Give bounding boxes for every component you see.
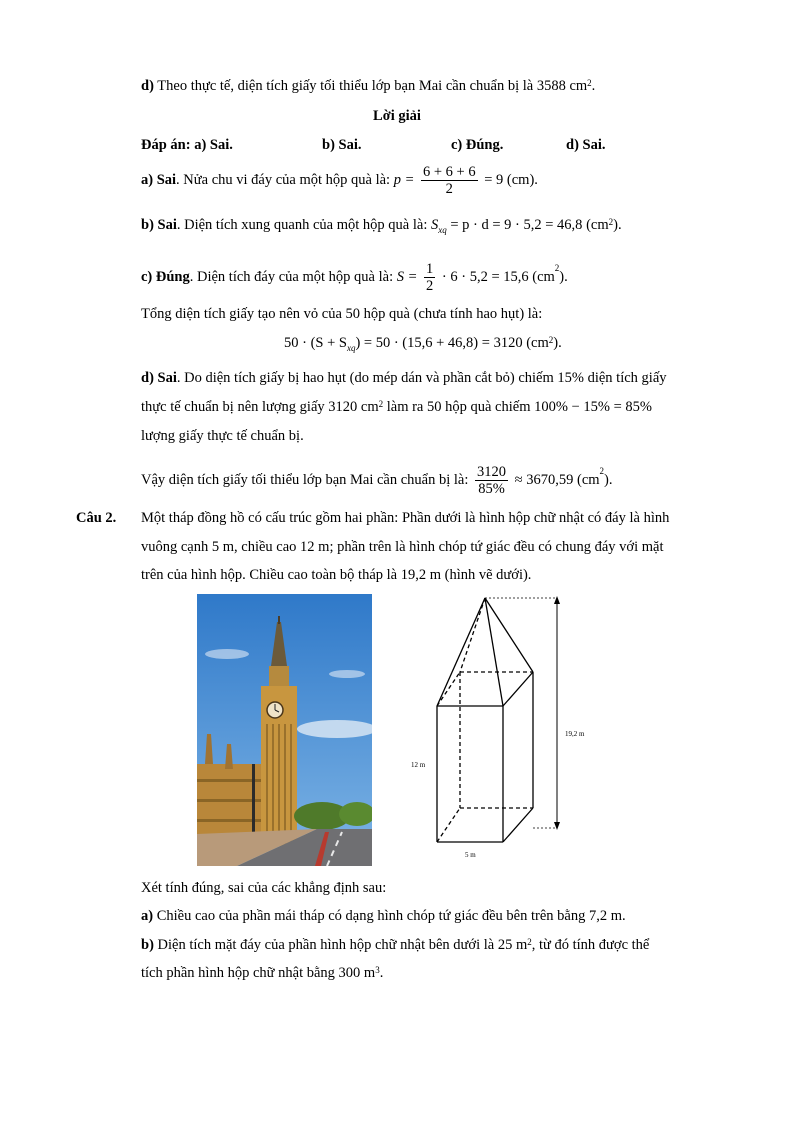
statement-d-end: . — [591, 78, 596, 94]
solution-b-label: b) Sai — [141, 217, 177, 233]
answer-prefix: Đáp án: — [141, 137, 191, 153]
pyramid-edge — [437, 598, 485, 706]
total-line: Tổng diện tích giấy tạo nên vỏ của 50 hộp quà (chưa tính hao hụt) là: — [141, 306, 543, 322]
claim-a-text: Chiều cao của phần mái tháp có dạng hình chóp tứ giác đều bên trên bằng 7,2 m. — [156, 908, 626, 924]
conclusion-end: ). — [604, 471, 613, 488]
answer-b: b) Sai. — [322, 137, 362, 153]
fraction-denominator: 2 — [426, 278, 434, 294]
solution-title: Lời giải — [373, 108, 421, 124]
solution-d-label: d) Sai — [141, 370, 177, 386]
solution-b-unit: (cm — [586, 217, 609, 233]
question-2-label: Câu 2. — [76, 510, 117, 526]
solution-a-label: a) Sai — [141, 171, 177, 188]
box-bottom-edge-hidden — [437, 808, 460, 842]
solution-a-text: . Nửa chu vi đáy của một hộp quà là: — [176, 171, 391, 188]
total-expr-a: 50 · (S + S — [284, 335, 347, 351]
solution-d-text2a: thực tế chuẩn bị nên lượng giấy 3120 cm — [141, 399, 379, 415]
question-2-line1: Một tháp đồng hồ có cấu trúc gồm hai phần: Phần dưới là hình hộp chữ nhật có đáy là hình — [141, 510, 670, 526]
pyramid-edge — [485, 598, 503, 706]
conclusion — [141, 464, 613, 497]
solution-a-lhs: p = — [393, 171, 415, 188]
question-2-line3: trên của hình hộp. Chiều cao toàn bộ tháp là 19,2 m (hình vẽ dưới). — [141, 567, 532, 583]
arrow-head-down — [554, 822, 560, 830]
total-expr-unit: (cm — [526, 335, 549, 351]
solution-c-label: c) Đúng — [141, 268, 190, 285]
box-top-edge — [503, 672, 533, 706]
solution-b — [141, 215, 622, 240]
solution-b-sub: xq — [438, 224, 447, 235]
arrow-head-up — [554, 596, 560, 604]
solution-a — [141, 164, 538, 197]
total-expression — [284, 333, 562, 358]
claim-b-label: b) — [141, 937, 154, 953]
solution-d-sup: 2 — [378, 399, 384, 409]
clock-tower-photo — [197, 594, 372, 866]
box-bottom-edge — [503, 808, 533, 842]
claim-b-line2 — [141, 963, 383, 983]
claim-b-text2b: . — [379, 965, 384, 981]
conclusion-fraction — [475, 464, 508, 497]
total-expr-sup: 2 — [548, 335, 554, 345]
fraction-numerator: 6 + 6 + 6 — [423, 164, 476, 180]
total-expr-end: ). — [553, 335, 562, 351]
claim-b-text1b: , từ đó tính được thể — [531, 937, 650, 953]
statement-d-value: 3588 — [536, 78, 566, 94]
solution-c-sup: 2 — [554, 263, 560, 273]
pyramid-edge — [485, 598, 533, 672]
conclusion-rhs: ≈ 3670,59 — [514, 471, 574, 488]
solution-b-s: S — [430, 217, 439, 233]
solution-c-unit: (cm — [532, 268, 555, 285]
label-base: 5 m — [465, 851, 476, 859]
fraction-denominator: 85% — [478, 481, 505, 497]
solution-a-unit: (cm). — [506, 171, 538, 188]
solution-a-rhs: = 9 — [484, 171, 504, 188]
claim-b-text2a: tích phần hình hộp chữ nhật bằng 300 m — [141, 965, 376, 981]
solution-b-sup: 2 — [608, 217, 614, 227]
answer-d: d) Sai. — [566, 137, 606, 153]
claim-a — [141, 906, 626, 926]
solution-d-line2 — [141, 397, 652, 417]
statement-d-sup: 2 — [587, 78, 592, 88]
statement-d — [141, 76, 595, 96]
solution-d-line1 — [141, 368, 667, 388]
solution-c-end: ). — [559, 268, 568, 285]
answer-c: c) Đúng. — [451, 137, 504, 153]
conclusion-text: Vậy diện tích giấy tối thiểu lớp bạn Mai cần chuẩn bị là: — [141, 471, 469, 488]
fraction-denominator: 2 — [445, 181, 453, 197]
solution-b-text: . Diện tích xung quanh của một hộp quà là: — [176, 217, 428, 233]
solution-c-fraction — [424, 261, 435, 294]
label-total-height: 19,2 m — [565, 730, 585, 738]
conclusion-sup: 2 — [599, 466, 605, 476]
answer-a: a) Sai. — [194, 137, 233, 153]
claim-b-line1 — [141, 935, 649, 955]
fraction-numerator: 3120 — [477, 464, 507, 480]
statement-d-label: d) — [141, 78, 154, 94]
tower-diagram — [405, 592, 595, 867]
claim-b-sup1: 2 — [527, 937, 532, 947]
statement-d-text: Theo thực tế, diện tích giấy tối thiểu lớp bạn Mai cần chuẩn bị là — [157, 78, 534, 94]
conclusion-unit: (cm — [576, 471, 600, 488]
solution-c-rhs: · 6 · 5,2 = 15,6 — [441, 268, 529, 285]
total-expr-sub: xq — [346, 342, 356, 353]
claim-a-label: a) — [141, 908, 154, 924]
claim-b-sup2: 3 — [375, 965, 380, 975]
solution-b-end: ). — [613, 217, 622, 233]
solution-c-text: . Diện tích đáy của một hộp quà là: — [189, 268, 394, 285]
statement-d-unit: cm — [569, 78, 588, 94]
fraction-numerator: 1 — [426, 261, 434, 277]
solution-d-text1: . Do diện tích giấy bị hao hụt (do mép dán và phần cắt bỏ) chiếm 15% diện tích giấy — [176, 370, 667, 386]
answer-line — [141, 135, 233, 155]
solution-c — [141, 261, 568, 294]
box-top-edge-hidden — [437, 672, 460, 706]
label-box-height: 12 m — [411, 761, 426, 769]
pyramid-edge-hidden — [460, 598, 485, 672]
claim-b-text1a: Diện tích mặt đáy của phần hình hộp chữ nhật bên dưới là 25 m — [157, 937, 528, 953]
solution-d-line3: lượng giấy thực tế chuẩn bị. — [141, 428, 304, 444]
solution-a-fraction — [421, 164, 478, 197]
total-expr-b: ) = 50 · (15,6 + 46,8) = 3120 — [355, 335, 523, 351]
solution-d-text2b: làm ra 50 hộp quà chiếm 100% − 15% = 85% — [383, 399, 652, 415]
solution-c-lhs: S = — [396, 268, 418, 285]
task-line: Xét tính đúng, sai của các khẳng định sau: — [141, 880, 387, 896]
solution-b-expr: = p · d = 9 · 5,2 = 46,8 — [450, 217, 583, 233]
question-2-line2: vuông cạnh 5 m, chiều cao 12 m; phần trên là hình chóp tứ giác đều có chung đáy với mặt — [141, 539, 664, 555]
